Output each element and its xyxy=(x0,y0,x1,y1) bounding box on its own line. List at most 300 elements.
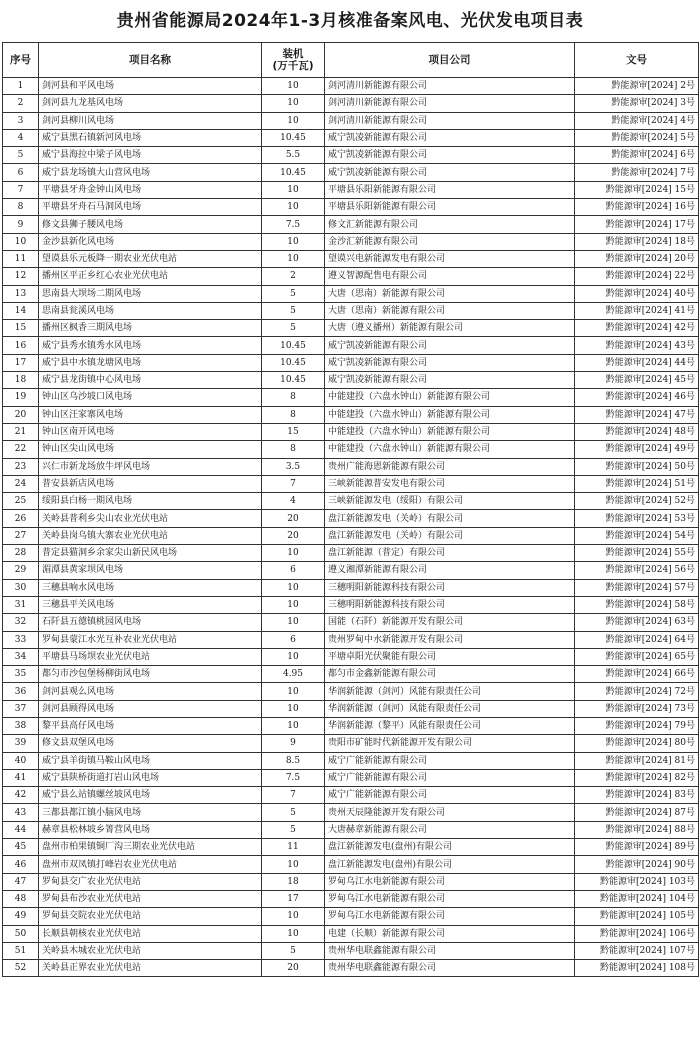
cell-project-name: 普定县猫洞乡余家尖山新民风电场 xyxy=(39,545,262,562)
cell-company: 三穗明阳新能源科技有限公司 xyxy=(325,579,575,596)
cell-no: 19 xyxy=(3,389,39,406)
cell-capacity: 10 xyxy=(262,614,325,631)
cell-doc: 黔能源审[2024] 41号 xyxy=(575,302,699,319)
cell-project-name: 关岭县木城农业光伏电站 xyxy=(39,942,262,959)
table-row xyxy=(3,804,699,821)
table-row xyxy=(3,302,699,319)
table-row xyxy=(3,735,699,752)
cell-project-name: 播州区枫香三期风电场 xyxy=(39,320,262,337)
cell-no: 47 xyxy=(3,873,39,890)
cell-capacity: 10 xyxy=(262,648,325,665)
cell-company: 剑河清川新能源有限公司 xyxy=(325,95,575,112)
cell-project-name: 威宁县龙场镇大山营风电场 xyxy=(39,164,262,181)
cell-doc: 黔能源审[2024] 45号 xyxy=(575,372,699,389)
table-row xyxy=(3,268,699,285)
cell-doc: 黔能源审[2024] 40号 xyxy=(575,285,699,302)
table-row xyxy=(3,717,699,734)
cell-project-name: 威宁县陕桥街道打岩山风电场 xyxy=(39,769,262,786)
table-row xyxy=(3,960,699,977)
cell-capacity: 8 xyxy=(262,406,325,423)
cell-project-name: 三穗县平关风电场 xyxy=(39,596,262,613)
cell-company: 威宁广能新能源有限公司 xyxy=(325,752,575,769)
table-row xyxy=(3,925,699,942)
cell-doc: 黔能源审[2024] 88号 xyxy=(575,821,699,838)
cell-doc: 黔能源审[2024] 107号 xyxy=(575,942,699,959)
cell-doc: 黔能源审[2024] 49号 xyxy=(575,441,699,458)
cell-no: 15 xyxy=(3,320,39,337)
cell-doc: 黔能源审[2024] 106号 xyxy=(575,925,699,942)
cell-capacity: 10.45 xyxy=(262,354,325,371)
page-title: 贵州省能源局2024年1-3月核准备案风电、光伏发电项目表 xyxy=(116,11,584,31)
table-row xyxy=(3,769,699,786)
cell-company: 三峡新能源普安发电有限公司 xyxy=(325,475,575,492)
cell-no: 4 xyxy=(3,129,39,146)
cell-project-name: 长顺县朝核农业光伏电站 xyxy=(39,925,262,942)
cell-no: 39 xyxy=(3,735,39,752)
cell-company: 贵州天辰隆能源开发有限公司 xyxy=(325,804,575,821)
cell-company: 修文汇新能源有限公司 xyxy=(325,216,575,233)
cell-doc: 黔能源审[2024] 53号 xyxy=(575,510,699,527)
cell-capacity: 10.45 xyxy=(262,372,325,389)
cell-no: 25 xyxy=(3,493,39,510)
cell-project-name: 关岭县普利乡尖山农业光伏电站 xyxy=(39,510,262,527)
cell-no: 36 xyxy=(3,683,39,700)
cell-project-name: 关岭县正界农业光伏电站 xyxy=(39,960,262,977)
cell-doc: 黔能源审[2024] 46号 xyxy=(575,389,699,406)
cell-no: 27 xyxy=(3,527,39,544)
cell-no: 11 xyxy=(3,250,39,267)
cell-project-name: 思南县瓮溪风电场 xyxy=(39,302,262,319)
table-row xyxy=(3,475,699,492)
cell-capacity: 10 xyxy=(262,683,325,700)
cell-company: 威宁凯凌新能源有限公司 xyxy=(325,354,575,371)
cell-capacity: 6 xyxy=(262,562,325,579)
header-capacity xyxy=(262,43,325,78)
cell-no: 10 xyxy=(3,233,39,250)
cell-doc: 黔能源审[2024] 73号 xyxy=(575,700,699,717)
cell-no: 24 xyxy=(3,475,39,492)
cell-doc: 黔能源审[2024] 51号 xyxy=(575,475,699,492)
cell-doc: 黔能源审[2024] 43号 xyxy=(575,337,699,354)
cell-doc: 黔能源审[2024] 5号 xyxy=(575,129,699,146)
cell-project-name: 播州区平正乡红心农业光伏电站 xyxy=(39,268,262,285)
cell-no: 26 xyxy=(3,510,39,527)
cell-doc: 黔能源审[2024] 103号 xyxy=(575,873,699,890)
table-row xyxy=(3,683,699,700)
cell-no: 29 xyxy=(3,562,39,579)
cell-doc: 黔能源审[2024] 2号 xyxy=(575,78,699,95)
cell-project-name: 三都县都江镇小脑风电场 xyxy=(39,804,262,821)
cell-company: 罗甸乌江水电新能源有限公司 xyxy=(325,873,575,890)
cell-capacity: 7 xyxy=(262,787,325,804)
cell-doc: 黔能源审[2024] 4号 xyxy=(575,112,699,129)
cell-company: 盘江新能源发电（关岭）有限公司 xyxy=(325,510,575,527)
cell-doc: 黔能源审[2024] 80号 xyxy=(575,735,699,752)
cell-project-name: 剑河县九龙基风电场 xyxy=(39,95,262,112)
cell-project-name: 罗甸县交院农业光伏电站 xyxy=(39,908,262,925)
header-no: 序号 xyxy=(3,43,39,78)
cell-project-name: 剑河县柳川风电场 xyxy=(39,112,262,129)
cell-project-name: 普安县新店风电场 xyxy=(39,475,262,492)
table-row xyxy=(3,147,699,164)
table-row xyxy=(3,545,699,562)
table-row xyxy=(3,389,699,406)
cell-capacity: 4.95 xyxy=(262,666,325,683)
cell-doc: 黔能源审[2024] 7号 xyxy=(575,164,699,181)
cell-project-name: 剑河县和平风电场 xyxy=(39,78,262,95)
cell-capacity: 5.5 xyxy=(262,147,325,164)
cell-capacity: 5 xyxy=(262,302,325,319)
cell-capacity: 17 xyxy=(262,890,325,907)
cell-capacity: 8 xyxy=(262,441,325,458)
cell-doc: 黔能源审[2024] 54号 xyxy=(575,527,699,544)
cell-capacity: 2 xyxy=(262,268,325,285)
cell-doc: 黔能源审[2024] 66号 xyxy=(575,666,699,683)
cell-project-name: 平塘县牙舟金钟山风电场 xyxy=(39,181,262,198)
cell-capacity: 10 xyxy=(262,545,325,562)
cell-capacity: 5 xyxy=(262,821,325,838)
table-row xyxy=(3,942,699,959)
table-row xyxy=(3,839,699,856)
cell-company: 平塘县乐阳新能源有限公司 xyxy=(325,181,575,198)
cell-capacity: 10 xyxy=(262,181,325,198)
cell-capacity: 10 xyxy=(262,856,325,873)
cell-project-name: 钟山区南开风电场 xyxy=(39,423,262,440)
cell-no: 35 xyxy=(3,666,39,683)
cell-project-name: 剑河县观么风电场 xyxy=(39,683,262,700)
table-row xyxy=(3,596,699,613)
cell-company: 华润新能源（剑河）风能有限责任公司 xyxy=(325,700,575,717)
table-row xyxy=(3,510,699,527)
table-row xyxy=(3,787,699,804)
cell-company: 剑河清川新能源有限公司 xyxy=(325,112,575,129)
cell-capacity: 10 xyxy=(262,925,325,942)
cell-company: 望谟兴电新能源发电有限公司 xyxy=(325,250,575,267)
cell-project-name: 石阡县五德镇桃园风电场 xyxy=(39,614,262,631)
cell-no: 41 xyxy=(3,769,39,786)
cell-capacity: 20 xyxy=(262,960,325,977)
cell-doc: 黔能源审[2024] 16号 xyxy=(575,199,699,216)
table-row xyxy=(3,666,699,683)
cell-company: 贵州广能海恩新能源有限公司 xyxy=(325,458,575,475)
cell-company: 大唐（思南）新能源有限公司 xyxy=(325,302,575,319)
cell-doc: 黔能源审[2024] 58号 xyxy=(575,596,699,613)
cell-doc: 黔能源审[2024] 55号 xyxy=(575,545,699,562)
cell-company: 贵州华电联鑫能源有限公司 xyxy=(325,960,575,977)
cell-company: 大唐（思南）新能源有限公司 xyxy=(325,285,575,302)
cell-project-name: 威宁县羊街镇马鞍山风电场 xyxy=(39,752,262,769)
cell-project-name: 修文县狮子腰风电场 xyxy=(39,216,262,233)
cell-company: 中能建投（六盘水钟山）新能源有限公司 xyxy=(325,423,575,440)
cell-capacity: 10 xyxy=(262,250,325,267)
cell-no: 3 xyxy=(3,112,39,129)
cell-company: 威宁广能新能源有限公司 xyxy=(325,769,575,786)
table-row xyxy=(3,873,699,890)
cell-company: 贵阳市矿能时代新能源开发有限公司 xyxy=(325,735,575,752)
cell-project-name: 威宁县中水镇龙塘风电场 xyxy=(39,354,262,371)
cell-doc: 黔能源审[2024] 89号 xyxy=(575,839,699,856)
table-row xyxy=(3,285,699,302)
cell-capacity: 15 xyxy=(262,423,325,440)
cell-capacity: 10 xyxy=(262,78,325,95)
table-body xyxy=(3,78,699,977)
cell-no: 37 xyxy=(3,700,39,717)
cell-company: 电建（长顺）新能源有限公司 xyxy=(325,925,575,942)
table-row xyxy=(3,908,699,925)
header-company: 项目公司 xyxy=(325,43,575,78)
cell-doc: 黔能源审[2024] 48号 xyxy=(575,423,699,440)
cell-doc: 黔能源审[2024] 22号 xyxy=(575,268,699,285)
cell-no: 50 xyxy=(3,925,39,942)
cell-project-name: 威宁县么站镇螺丝坡风电场 xyxy=(39,787,262,804)
cell-company: 贵州罗甸中水新能源开发有限公司 xyxy=(325,631,575,648)
cell-no: 20 xyxy=(3,406,39,423)
cell-no: 17 xyxy=(3,354,39,371)
cell-capacity: 4 xyxy=(262,493,325,510)
cell-doc: 黔能源审[2024] 108号 xyxy=(575,960,699,977)
cell-no: 7 xyxy=(3,181,39,198)
table-row xyxy=(3,458,699,475)
cell-doc: 黔能源审[2024] 3号 xyxy=(575,95,699,112)
table-row xyxy=(3,78,699,95)
cell-company: 华润新能源（黎平）风能有限责任公司 xyxy=(325,717,575,734)
cell-company: 金沙汇新能源有限公司 xyxy=(325,233,575,250)
cell-company: 大唐赫章新能源有限公司 xyxy=(325,821,575,838)
cell-project-name: 黎平县高仔风电场 xyxy=(39,717,262,734)
cell-project-name: 盘州市双凤镇打峰岩农业光伏电站 xyxy=(39,856,262,873)
cell-doc: 黔能源审[2024] 63号 xyxy=(575,614,699,631)
cell-company: 遵义湘潭新能源有限公司 xyxy=(325,562,575,579)
cell-capacity: 8.5 xyxy=(262,752,325,769)
cell-no: 2 xyxy=(3,95,39,112)
cell-doc: 黔能源审[2024] 83号 xyxy=(575,787,699,804)
table-row xyxy=(3,614,699,631)
cell-doc: 黔能源审[2024] 57号 xyxy=(575,579,699,596)
cell-no: 31 xyxy=(3,596,39,613)
table-row xyxy=(3,354,699,371)
cell-no: 42 xyxy=(3,787,39,804)
cell-project-name: 关岭县岗乌镇大寨农业光伏电站 xyxy=(39,527,262,544)
cell-capacity: 5 xyxy=(262,804,325,821)
cell-company: 遵义智源配售电有限公司 xyxy=(325,268,575,285)
cell-doc: 黔能源审[2024] 87号 xyxy=(575,804,699,821)
cell-company: 盘江新能源发电(盘州)有限公司 xyxy=(325,856,575,873)
cell-no: 46 xyxy=(3,856,39,873)
cell-project-name: 三穗县响水风电场 xyxy=(39,579,262,596)
table-row xyxy=(3,372,699,389)
table-row xyxy=(3,164,699,181)
cell-no: 43 xyxy=(3,804,39,821)
table-row xyxy=(3,752,699,769)
cell-project-name: 平塘县马场坝农业光伏电站 xyxy=(39,648,262,665)
cell-capacity: 3.5 xyxy=(262,458,325,475)
cell-doc: 黔能源审[2024] 65号 xyxy=(575,648,699,665)
table-row xyxy=(3,579,699,596)
cell-company: 盘江新能源发电（关岭）有限公司 xyxy=(325,527,575,544)
cell-no: 49 xyxy=(3,908,39,925)
table-row xyxy=(3,527,699,544)
cell-company: 中能建投（六盘水钟山）新能源有限公司 xyxy=(325,389,575,406)
cell-capacity: 10.45 xyxy=(262,164,325,181)
table-row xyxy=(3,216,699,233)
cell-doc: 黔能源审[2024] 17号 xyxy=(575,216,699,233)
cell-no: 28 xyxy=(3,545,39,562)
cell-doc: 黔能源审[2024] 6号 xyxy=(575,147,699,164)
header-doc: 文号 xyxy=(575,43,699,78)
cell-doc: 黔能源审[2024] 81号 xyxy=(575,752,699,769)
cell-project-name: 威宁县海拉中梁子风电场 xyxy=(39,147,262,164)
cell-project-name: 思南县大坝场二期风电场 xyxy=(39,285,262,302)
cell-project-name: 金沙县新化风电场 xyxy=(39,233,262,250)
table-row xyxy=(3,337,699,354)
cell-project-name: 钟山区汪家寨风电场 xyxy=(39,406,262,423)
cell-no: 52 xyxy=(3,960,39,977)
cell-capacity: 10 xyxy=(262,596,325,613)
cell-company: 都匀市金鑫新能源有限公司 xyxy=(325,666,575,683)
cell-project-name: 罗甸县蒙江水光互补农业光伏电站 xyxy=(39,631,262,648)
cell-doc: 黔能源审[2024] 52号 xyxy=(575,493,699,510)
cell-capacity: 10 xyxy=(262,908,325,925)
cell-company: 国能（石阡）新能源开发有限公司 xyxy=(325,614,575,631)
cell-project-name: 剑河县顾得风电场 xyxy=(39,700,262,717)
table-row xyxy=(3,423,699,440)
cell-company: 盘江新能源发电(盘州)有限公司 xyxy=(325,839,575,856)
cell-company: 平塘卓阳光伏聚能有限公司 xyxy=(325,648,575,665)
table-row xyxy=(3,320,699,337)
cell-project-name: 平塘县牙舟石马洞风电场 xyxy=(39,199,262,216)
cell-capacity: 5 xyxy=(262,285,325,302)
cell-company: 中能建投（六盘水钟山）新能源有限公司 xyxy=(325,441,575,458)
cell-project-name: 威宁县秀水镇秀水风电场 xyxy=(39,337,262,354)
cell-project-name: 都匀市沙包堡杨柳街风电场 xyxy=(39,666,262,683)
cell-company: 威宁凯凌新能源有限公司 xyxy=(325,164,575,181)
cell-project-name: 修文县双堡风电场 xyxy=(39,735,262,752)
cell-no: 21 xyxy=(3,423,39,440)
cell-capacity: 10 xyxy=(262,233,325,250)
cell-no: 44 xyxy=(3,821,39,838)
cell-no: 51 xyxy=(3,942,39,959)
cell-doc: 黔能源审[2024] 90号 xyxy=(575,856,699,873)
table-row xyxy=(3,890,699,907)
cell-project-name: 罗甸县交广农业光伏电站 xyxy=(39,873,262,890)
cell-capacity: 9 xyxy=(262,735,325,752)
table-header-row xyxy=(3,43,699,78)
table-row xyxy=(3,562,699,579)
cell-capacity: 10 xyxy=(262,95,325,112)
cell-company: 威宁凯凌新能源有限公司 xyxy=(325,129,575,146)
table-row xyxy=(3,631,699,648)
cell-project-name: 绥阳县白杨一期风电场 xyxy=(39,493,262,510)
cell-company: 三峡新能源发电（绥阳）有限公司 xyxy=(325,493,575,510)
table-row xyxy=(3,95,699,112)
cell-doc: 黔能源审[2024] 15号 xyxy=(575,181,699,198)
cell-company: 罗甸乌江水电新能源有限公司 xyxy=(325,908,575,925)
cell-no: 23 xyxy=(3,458,39,475)
cell-no: 32 xyxy=(3,614,39,631)
cell-no: 38 xyxy=(3,717,39,734)
cell-project-name: 望谟县乐元板降一期农业光伏电站 xyxy=(39,250,262,267)
cell-doc: 黔能源审[2024] 82号 xyxy=(575,769,699,786)
table-row xyxy=(3,112,699,129)
cell-capacity: 10 xyxy=(262,717,325,734)
cell-no: 33 xyxy=(3,631,39,648)
cell-project-name: 罗甸县布沙农业光伏电站 xyxy=(39,890,262,907)
table-row xyxy=(3,406,699,423)
cell-company: 三穗明阳新能源科技有限公司 xyxy=(325,596,575,613)
cell-company: 威宁凯凌新能源有限公司 xyxy=(325,337,575,354)
cell-capacity: 10.45 xyxy=(262,129,325,146)
cell-doc: 黔能源审[2024] 72号 xyxy=(575,683,699,700)
cell-capacity: 20 xyxy=(262,527,325,544)
cell-project-name: 钟山区乌沙坡口风电场 xyxy=(39,389,262,406)
cell-capacity: 6 xyxy=(262,631,325,648)
cell-no: 14 xyxy=(3,302,39,319)
table-row xyxy=(3,441,699,458)
projects-table xyxy=(2,42,699,977)
table-row xyxy=(3,821,699,838)
cell-capacity: 7.5 xyxy=(262,769,325,786)
cell-doc: 黔能源审[2024] 44号 xyxy=(575,354,699,371)
cell-company: 贵州华电联鑫能源有限公司 xyxy=(325,942,575,959)
cell-no: 18 xyxy=(3,372,39,389)
cell-no: 6 xyxy=(3,164,39,181)
cell-no: 40 xyxy=(3,752,39,769)
cell-capacity: 18 xyxy=(262,873,325,890)
cell-project-name: 湄潭县黄家坝风电场 xyxy=(39,562,262,579)
cell-no: 30 xyxy=(3,579,39,596)
cell-capacity: 10 xyxy=(262,112,325,129)
cell-capacity: 10 xyxy=(262,700,325,717)
table-row xyxy=(3,700,699,717)
cell-no: 22 xyxy=(3,441,39,458)
cell-company: 罗甸乌江水电新能源有限公司 xyxy=(325,890,575,907)
cell-capacity: 8 xyxy=(262,389,325,406)
cell-company: 大唐（遵义播州）新能源有限公司 xyxy=(325,320,575,337)
table-row xyxy=(3,199,699,216)
cell-no: 12 xyxy=(3,268,39,285)
table-row xyxy=(3,250,699,267)
cell-doc: 黔能源审[2024] 56号 xyxy=(575,562,699,579)
cell-company: 威宁广能新能源有限公司 xyxy=(325,787,575,804)
cell-company: 平塘县乐阳新能源有限公司 xyxy=(325,199,575,216)
cell-project-name: 钟山区尖山风电场 xyxy=(39,441,262,458)
cell-project-name: 威宁县黑石镇新河风电场 xyxy=(39,129,262,146)
cell-capacity: 5 xyxy=(262,942,325,959)
cell-capacity: 10.45 xyxy=(262,337,325,354)
cell-no: 45 xyxy=(3,839,39,856)
cell-no: 34 xyxy=(3,648,39,665)
cell-project-name: 盘州市柏果镇铜厂沟三期农业光伏电站 xyxy=(39,839,262,856)
cell-company: 威宁凯凌新能源有限公司 xyxy=(325,147,575,164)
cell-capacity: 20 xyxy=(262,510,325,527)
cell-company: 中能建投（六盘水钟山）新能源有限公司 xyxy=(325,406,575,423)
cell-doc: 黔能源审[2024] 42号 xyxy=(575,320,699,337)
cell-capacity: 10 xyxy=(262,579,325,596)
cell-doc: 黔能源审[2024] 104号 xyxy=(575,890,699,907)
cell-capacity: 7.5 xyxy=(262,216,325,233)
cell-doc: 黔能源审[2024] 20号 xyxy=(575,250,699,267)
cell-no: 13 xyxy=(3,285,39,302)
cell-no: 1 xyxy=(3,78,39,95)
cell-doc: 黔能源审[2024] 79号 xyxy=(575,717,699,734)
table-row xyxy=(3,856,699,873)
header-capacity-label: 装机 (万千瓦) xyxy=(272,48,314,72)
cell-capacity: 10 xyxy=(262,199,325,216)
cell-capacity: 7 xyxy=(262,475,325,492)
cell-company: 盘江新能源（普定）有限公司 xyxy=(325,545,575,562)
cell-project-name: 兴仁市新龙场放牛坪风电场 xyxy=(39,458,262,475)
cell-doc: 黔能源审[2024] 64号 xyxy=(575,631,699,648)
